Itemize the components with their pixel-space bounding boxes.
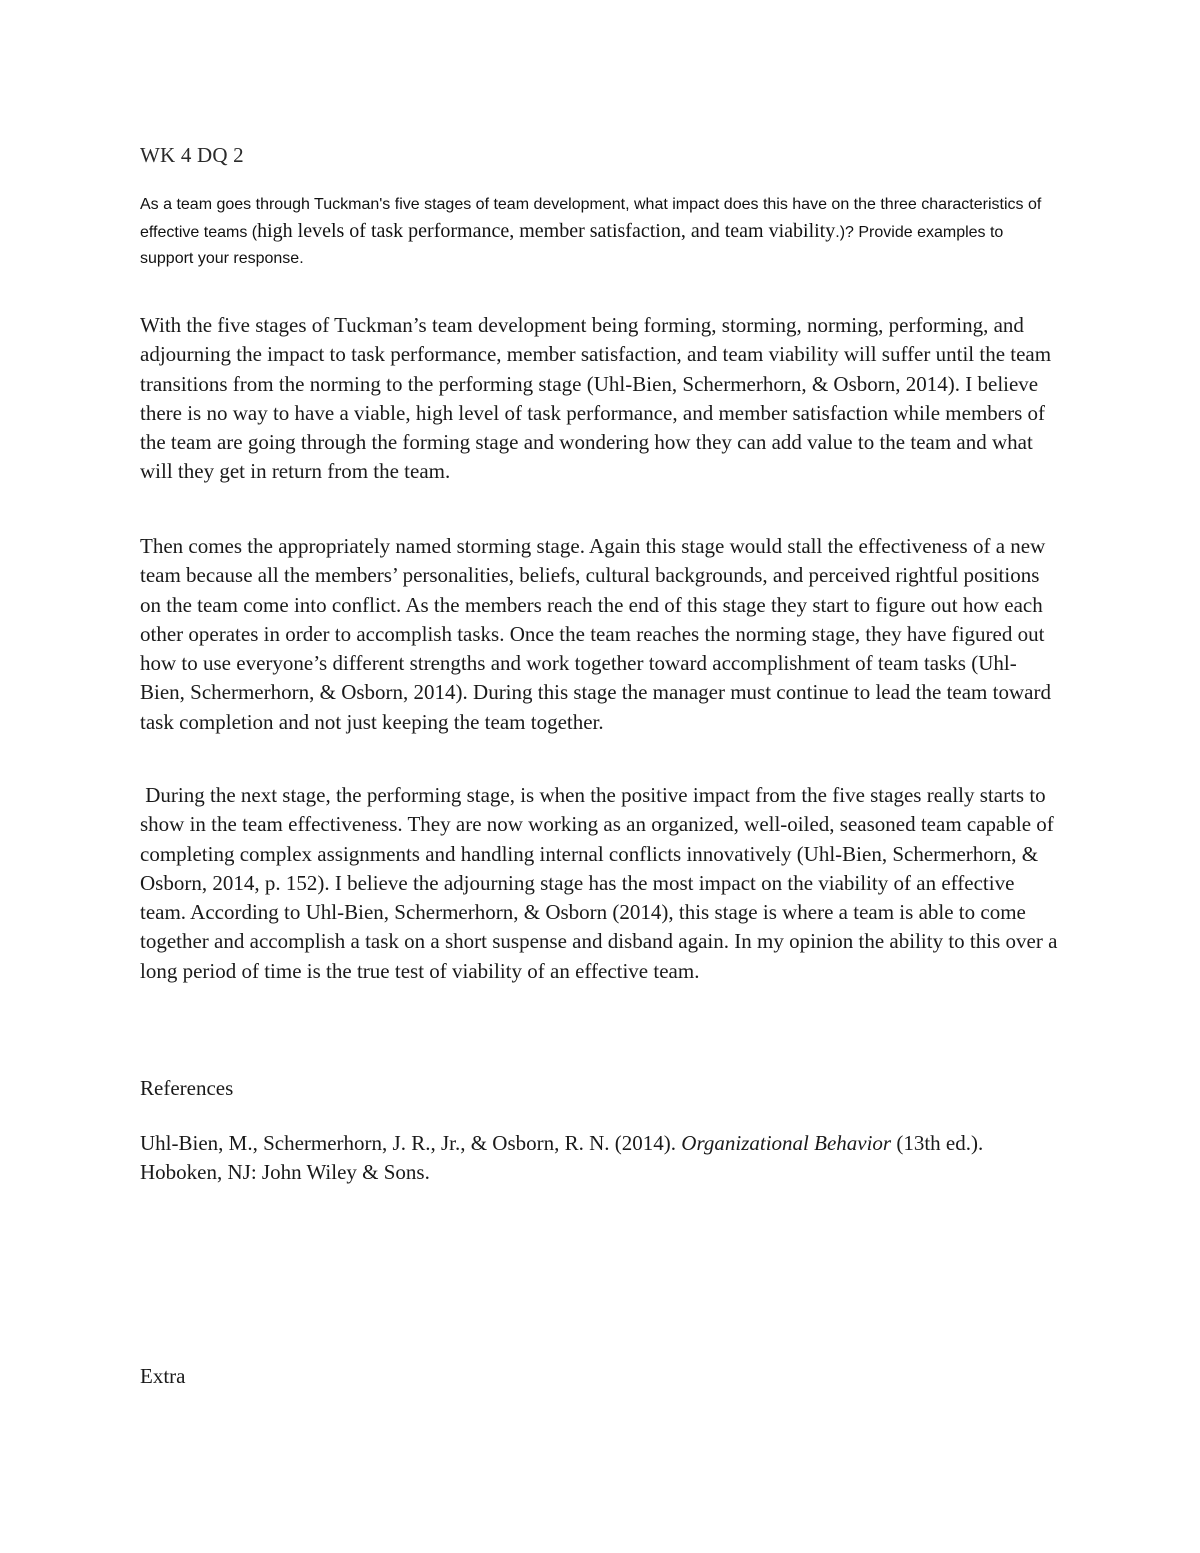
discussion-prompt <box>140 192 1060 272</box>
reference-entry <box>140 1129 1060 1188</box>
document-title: WK 4 DQ 2 <box>140 143 244 167</box>
prompt-text-start: As a team goes through Tuckman's five stages of team development, what impact does this have on the three characteristics of effective teams ( <box>140 196 1042 241</box>
prompt-text-characteristics: high levels of task performance, member satisfaction, and team viability <box>257 220 836 242</box>
references-heading: References <box>140 1076 234 1100</box>
prompt-text-end: .)? Provide examples to support your response. <box>140 224 1004 267</box>
reference-publication: (13th ed.). Hoboken, NJ: John Wiley & Sons. <box>140 1131 984 1185</box>
extra-label: Extra <box>140 1364 186 1388</box>
response-paragraph-3: During the next stage, the performing stage, is when the positive impact from the five stages really starts to show in the team effectiveness. They are now working as an organized, well-oiled, seasoned team capable of completing complex assignments and handling internal conflicts innovatively (Uhl-Bien, Schermerhorn, & Osborn, 2014, p. 152). I believe the adjourning stage has the most impact on the viability of an effective team. According to Uhl-Bien, Schermerhorn, & Osborn (2014), this stage is where a team is able to come together and accomplish a task on a short suspense and disband again. In my opinion the ability to this over a long period of time is the true test of viability of an effective team. <box>140 783 1063 983</box>
response-paragraph-1: With the five stages of Tuckman’s team development being forming, storming, norming, performing, and adjourning the impact to task performance, member satisfaction, and team viability will suffer until the team transitions from the norming to the performing stage (Uhl-Bien, Schermerhorn, & Osborn, 2014). I believe there is no way to have a viable, high level of task performance, and member satisfaction while members of the team are going through the forming stage and wondering how they can add value to the team and what will they get in return from the team. <box>140 313 1052 484</box>
reference-authors: Uhl-Bien, M., Schermerhorn, J. R., Jr., & Osborn, R. N. (2014). <box>140 1131 682 1155</box>
reference-book-title: Organizational Behavior <box>681 1131 892 1155</box>
response-paragraph-2: Then comes the appropriately named storming stage. Again this stage would stall the effectiveness of a new team because all the members’ personalities, beliefs, cultural backgrounds, and perceived rightful positions on the team come into conflict. As the members reach the end of this stage they start to figure out how each other operates in order to accomplish tasks. Once the team reaches the norming stage, they have figured out how to use everyone’s different strengths and work together toward accomplishment of team tasks (Uhl-Bien, Schermerhorn, & Osborn, 2014). During this stage the manager must continue to lead the team toward task completion and not just keeping the team together. <box>140 534 1051 734</box>
